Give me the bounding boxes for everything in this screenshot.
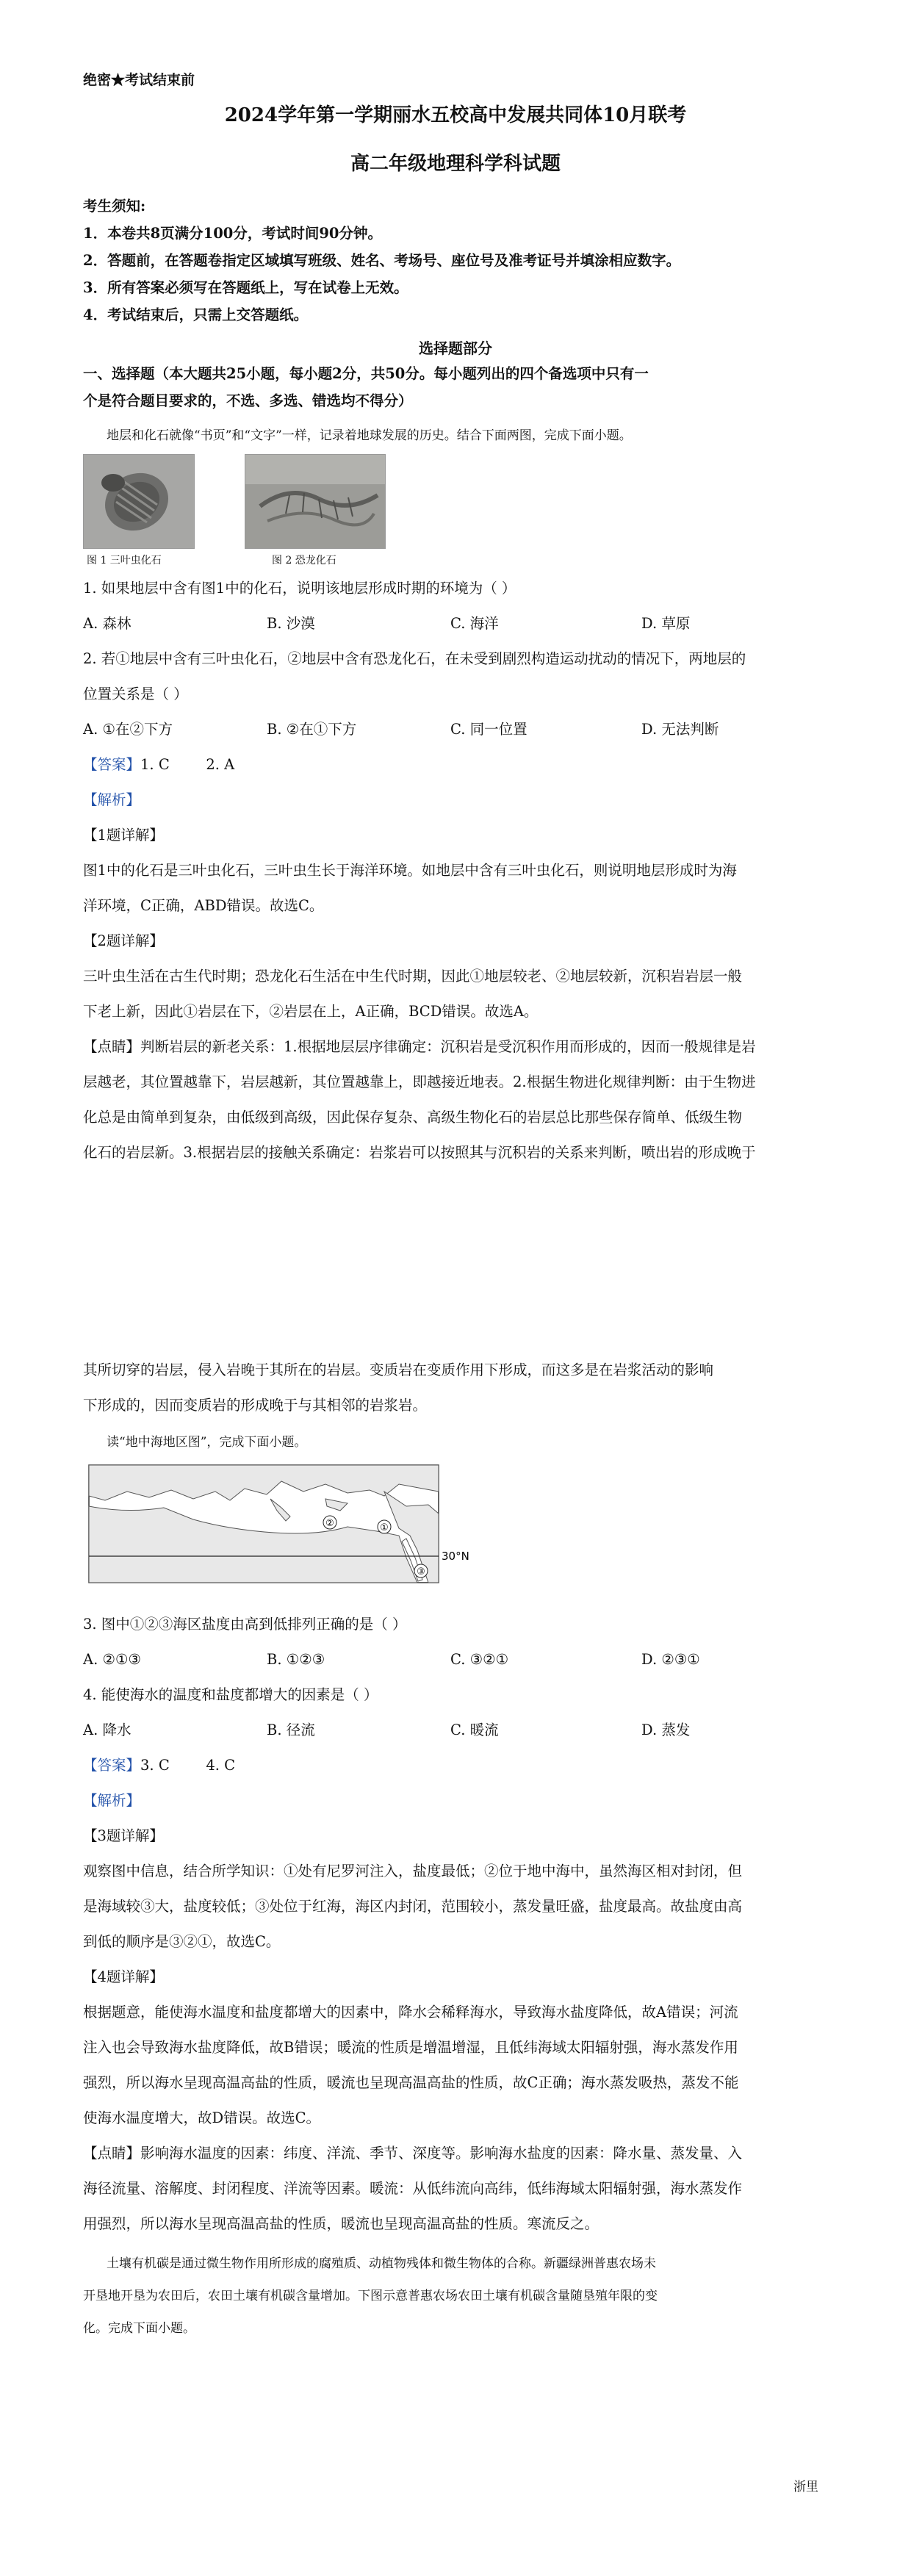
dinosaur-fossil-image <box>245 454 386 549</box>
point-text: 层越老，其位置越靠下，岩层越新，其位置越靠上，即越接近地表。2.根据生物进化规律判断：由于生物进 <box>83 1073 756 1090</box>
option-c: C. 同一位置 <box>450 721 527 738</box>
question-2: 2. 若①地层中含有三叶虫化石，②地层中含有恐龙化石，在未受到剧烈构造运动扰动的情况下，两地层的 <box>83 650 746 667</box>
notice-item: 4．考试结束后，只需上交答题纸。 <box>83 306 309 323</box>
option-b: B. 沙漠 <box>267 615 315 632</box>
answer-row <box>83 755 832 774</box>
figure2-caption: 图 2 恐龙化石 <box>272 555 336 566</box>
mediterranean-map <box>83 1462 494 1593</box>
option-a: A. ②①③ <box>83 1651 141 1668</box>
detail-text: 强烈，所以海水呈现高温高盐的性质，暖流也呈现高温高盐的性质，故C正确；海水蒸发吸热，蒸发不能 <box>83 2074 739 2091</box>
answer-text: 1. C 2. A <box>140 756 235 773</box>
option-a: A. 森林 <box>83 615 132 632</box>
notice-item: 1．本卷共8页满分100分，考试时间90分钟。 <box>83 225 382 242</box>
option-b: B. ②在①下方 <box>267 721 357 738</box>
map-label-1: ① <box>380 1522 389 1533</box>
detail-text: 注入也会导致海水盐度降低，故B错误；暖流的性质是增温增湿，且低纬海域太阳辐射强，海水蒸发作用 <box>83 2039 738 2056</box>
figure1-caption: 图 1 三叶虫化石 <box>87 555 162 566</box>
option-d: D. 蒸发 <box>641 1721 691 1738</box>
point-text: 下形成的，因而变质岩的形成晚于与其相邻的岩浆岩。 <box>83 1397 428 1414</box>
footer-mark: 浙里 <box>793 2480 818 2494</box>
group1-lead: 地层和化石就像“书页”和“文字”一样，记录着地球发展的历史。结合下面两图，完成下面小题。 <box>107 428 632 443</box>
answer-row <box>83 1756 832 1775</box>
question-3: 3. 图中①②③海区盐度由高到低排列正确的是（ ） <box>83 1616 407 1633</box>
detail-text: 洋环境，C正确，ABD错误。故选C。 <box>83 897 324 914</box>
option-d: D. ②③① <box>641 1651 700 1668</box>
detail-text: 观察图中信息，结合所学知识：①处有尼罗河注入，盐度最低；②位于地中海中，虽然海区相对封闭，但 <box>83 1863 743 1879</box>
option-c: C. ③②① <box>450 1651 509 1668</box>
group2-lead: 读“地中海地区图”，完成下面小题。 <box>107 1435 307 1450</box>
detail-text: 根据题意，能使海水温度和盐度都增大的因素中，降水会稀释海水，导致海水盐度降低，故A错误；河流 <box>83 2004 738 2021</box>
map-label-2: ② <box>325 1518 334 1529</box>
detail-heading: 【4题详解】 <box>83 1968 164 1985</box>
point-text: 【点睛】判断岩层的新老关系：1.根据地层层序律确定：沉积岩是受沉积作用而形成的，因而一般规律是岩 <box>83 1038 756 1055</box>
exam-title: 2024学年第一学期丽水五校高中发展共同体10月联考 <box>224 104 687 126</box>
map-label-3: ③ <box>417 1566 425 1577</box>
detail-heading: 【3题详解】 <box>83 1827 164 1844</box>
section-intro: 个是符合题目要求的，不选、多选、错选均不得分） <box>83 392 413 409</box>
notice-item: 3．所有答案必须写在答题纸上，写在试卷上无效。 <box>83 279 408 296</box>
notice-heading: 考生须知: <box>83 198 146 215</box>
question-2-cont: 位置关系是（ ） <box>83 686 188 702</box>
option-b: B. 径流 <box>267 1721 315 1738</box>
point-text: 海径流量、溶解度、封闭程度、洋流等因素。暖流：从低纬流向高纬，低纬海域太阳辐射强，海水蒸发作 <box>83 2180 743 2197</box>
question-4: 4. 能使海水的温度和盐度都增大的因素是（ ） <box>83 1686 378 1703</box>
secret-mark: 绝密★考试结束前 <box>83 72 195 88</box>
answer-label: 【答案】 <box>83 756 141 773</box>
detail-text: 是海域较③大，盐度较低；③处位于红海，海区内封闭，范围较小，蒸发量旺盛，盐度最高。故盐度由高 <box>83 1898 743 1915</box>
latitude-label: 30°N <box>442 1550 469 1563</box>
option-b: B. ①②③ <box>267 1651 325 1668</box>
option-a: A. 降水 <box>83 1721 132 1738</box>
notice-item: 2．答题前，在答题卷指定区域填写班级、姓名、考场号、座位号及准考证号并填涂相应数字。 <box>83 252 681 269</box>
detail-text: 到低的顺序是③②①，故选C。 <box>83 1933 281 1950</box>
detail-heading: 【2题详解】 <box>83 932 164 949</box>
group3-lead: 化。完成下面小题。 <box>83 2321 195 2336</box>
option-c: C. 暖流 <box>450 1721 499 1738</box>
detail-text: 使海水温度增大，故D错误。故选C。 <box>83 2109 321 2126</box>
point-text: 化总是由简单到复杂，由低级到高级，因此保存复杂、高级生物化石的岩层总比那些保存简单、低级生物 <box>83 1109 743 1126</box>
section-intro: 一、选择题（本大题共25小题，每小题2分，共50分。每小题列出的四个备选项中只有一 <box>83 365 649 382</box>
trilobite-fossil-image <box>83 454 195 549</box>
detail-text: 下老上新，因此①岩层在下，②岩层在上，A正确，BCD错误。故选A。 <box>83 1003 539 1020</box>
section-title: 选择题部分 <box>419 339 492 357</box>
group3-lead: 土壤有机碳是通过微生物作用所形成的腐殖质、动植物残体和微生物体的合称。新疆绿洲普惠农场未 <box>107 2256 656 2271</box>
point-text: 用强烈，所以海水呈现高温高盐的性质，暖流也呈现高温高盐的性质。寒流反之。 <box>83 2215 599 2232</box>
option-a: A. ①在②下方 <box>83 721 173 738</box>
question-1: 1. 如果地层中含有图1中的化石，说明该地层形成时期的环境为（ ） <box>83 580 516 597</box>
point-text: 化石的岩层新。3.根据岩层的接触关系确定：岩浆岩可以按照其与沉积岩的关系来判断，喷出岩的形成晚于 <box>83 1144 756 1161</box>
analysis-label: 【解析】 <box>83 1792 141 1809</box>
analysis-label: 【解析】 <box>83 791 141 808</box>
detail-text: 图1中的化石是三叶虫化石，三叶虫生长于海洋环境。如地层中含有三叶虫化石，则说明地层形成时为海 <box>83 862 737 879</box>
detail-text: 三叶虫生活在古生代时期；恐龙化石生活在中生代时期，因此①地层较老、②地层较新，沉积岩岩层一般 <box>83 968 743 985</box>
option-c: C. 海洋 <box>450 615 499 632</box>
point-text: 其所切穿的岩层，侵入岩晚于其所在的岩层。变质岩在变质作用下形成，而这多是在岩浆活动的影响 <box>83 1361 714 1378</box>
detail-heading: 【1题详解】 <box>83 827 164 843</box>
group3-lead: 开垦地开垦为农田后，农田土壤有机碳含量增加。下图示意普惠农场农田土壤有机碳含量随垦殖年限的变 <box>83 2289 658 2303</box>
point-text: 【点睛】影响海水温度的因素：纬度、洋流、季节、深度等。影响海水盐度的因素：降水量、蒸发量、入 <box>83 2145 743 2162</box>
option-d: D. 草原 <box>641 615 691 632</box>
exam-subtitle: 高二年级地理科学科试题 <box>350 153 561 175</box>
answer-text: 3. C 4. C <box>140 1757 236 1774</box>
option-d: D. 无法判断 <box>641 721 719 738</box>
answer-label: 【答案】 <box>83 1757 141 1774</box>
